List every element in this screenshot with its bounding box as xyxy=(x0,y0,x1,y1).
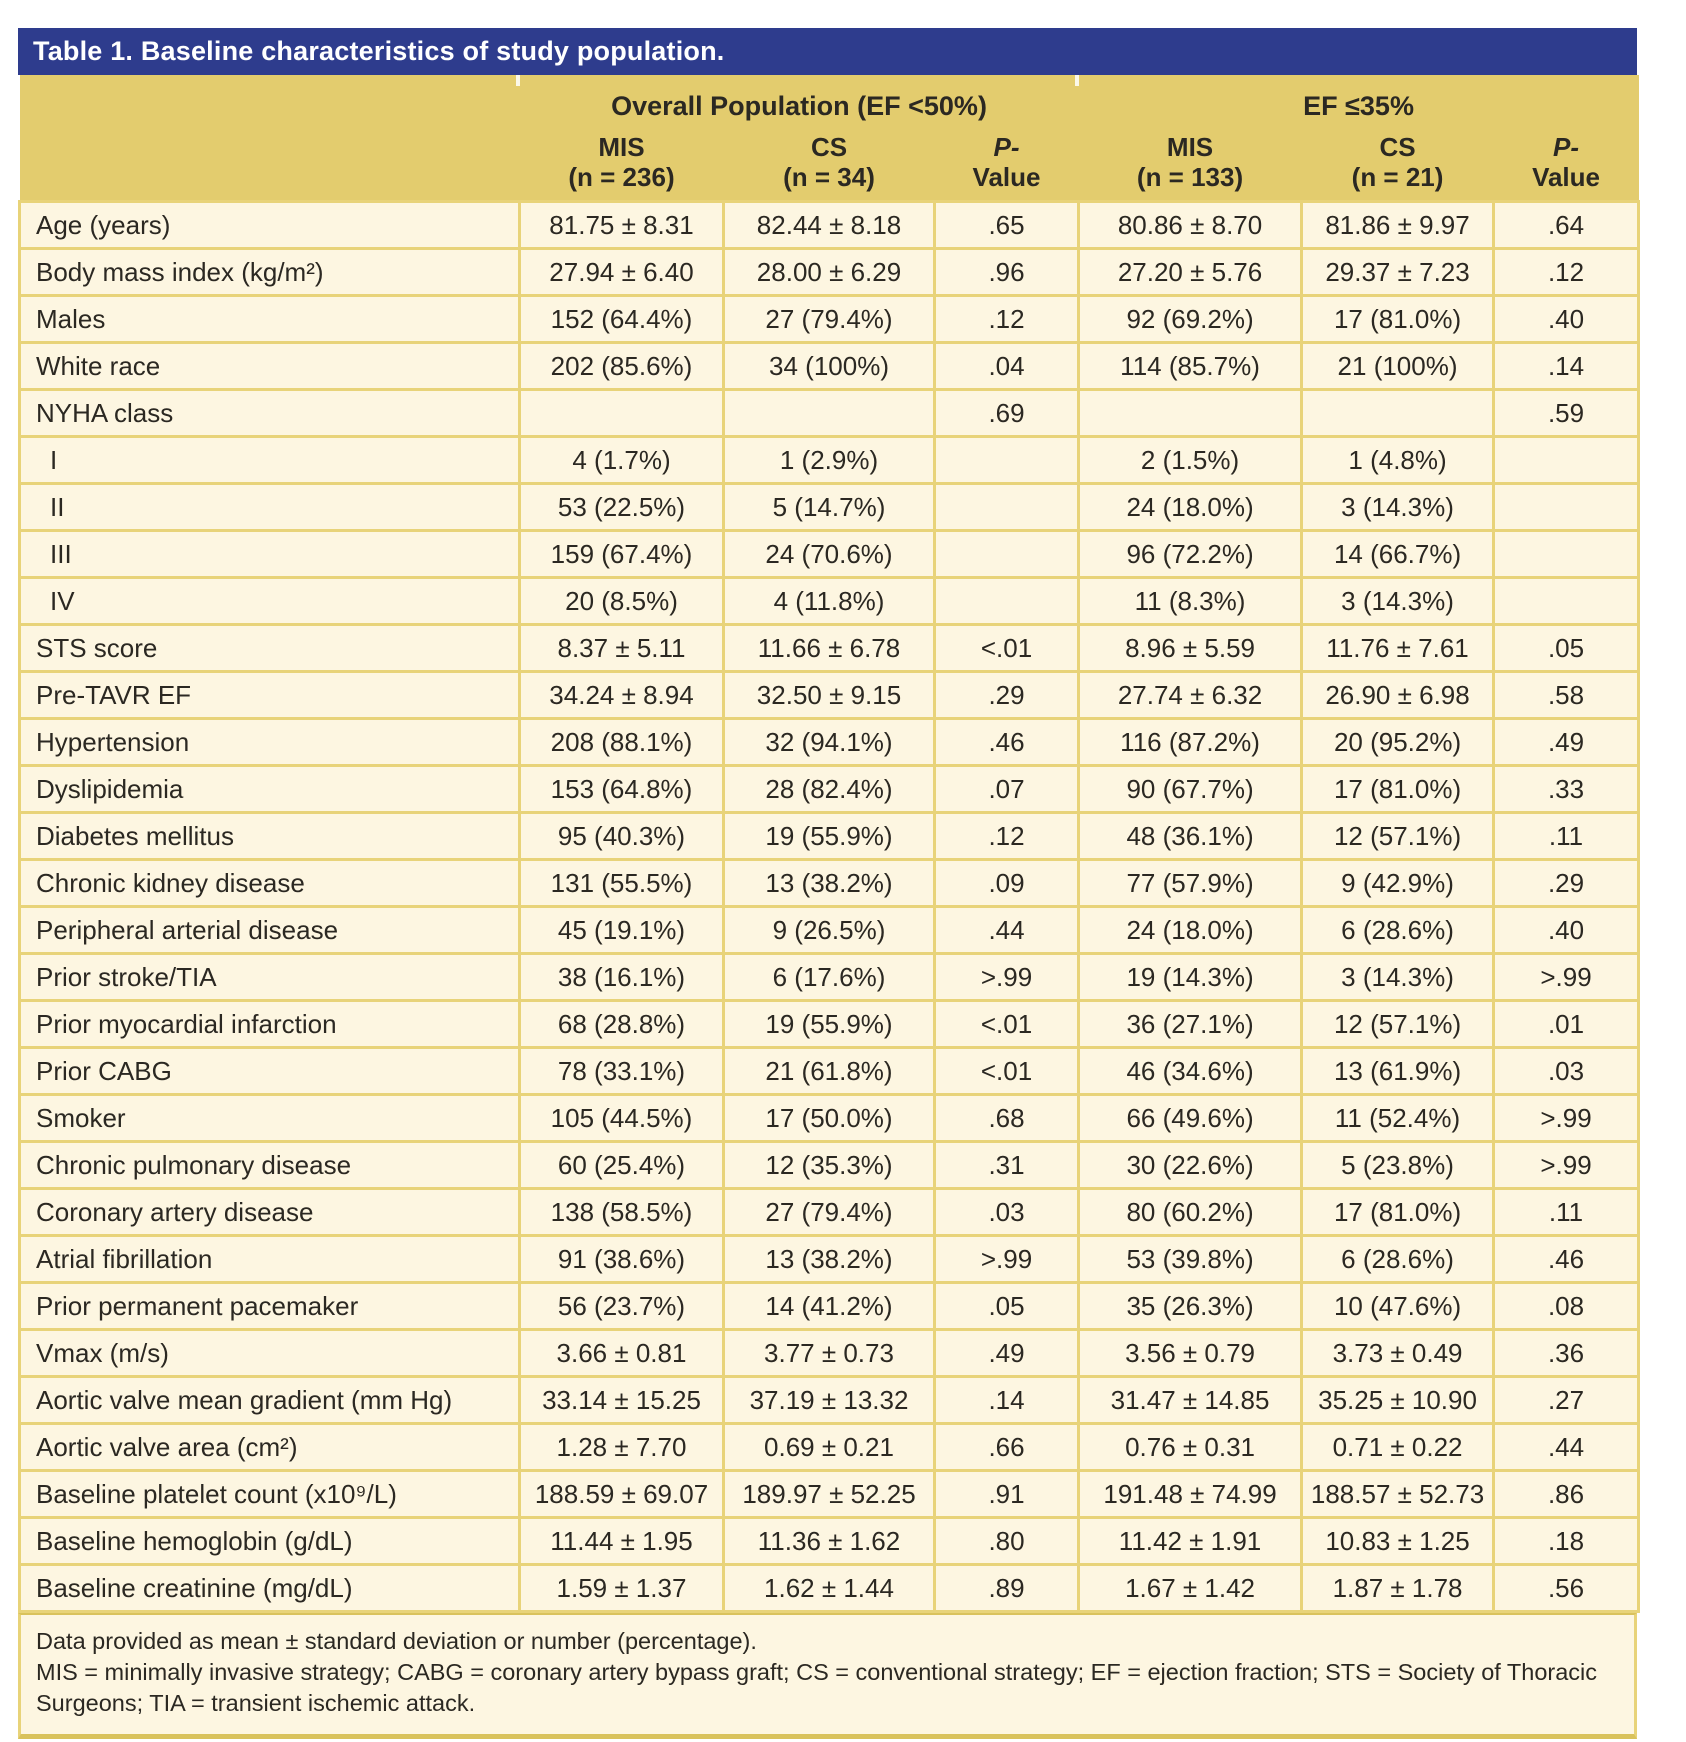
cell: 202 (85.6%) xyxy=(520,343,724,390)
cell: 2 (1.5%) xyxy=(1079,437,1302,484)
cell: 12 (57.1%) xyxy=(1302,813,1494,860)
cell: .58 xyxy=(1494,672,1639,719)
cell: 5 (14.7%) xyxy=(724,484,935,531)
row-label: STS score xyxy=(20,625,520,672)
row-label: Chronic kidney disease xyxy=(20,860,520,907)
cell: >.99 xyxy=(1494,1142,1639,1189)
cell: 36 (27.1%) xyxy=(1079,1001,1302,1048)
row-label: Prior stroke/TIA xyxy=(20,954,520,1001)
cell: 114 (85.7%) xyxy=(1079,343,1302,390)
cell: .27 xyxy=(1494,1377,1639,1424)
cell: 3.66 ± 0.81 xyxy=(520,1330,724,1377)
table-row xyxy=(20,390,1639,437)
cell: .29 xyxy=(1494,860,1639,907)
row-label: IV xyxy=(20,578,520,625)
cell: 24 (18.0%) xyxy=(1079,907,1302,954)
table-row xyxy=(20,202,1639,249)
cell: 27 (79.4%) xyxy=(724,296,935,343)
column-header-n: (n = 21) xyxy=(1351,162,1444,192)
column-divider-notch xyxy=(1075,75,1079,86)
table-title-bar xyxy=(18,28,1637,75)
cell: 27 (79.4%) xyxy=(724,1189,935,1236)
table-row xyxy=(20,1424,1639,1471)
row-label: Atrial fibrillation xyxy=(20,1236,520,1283)
column-header-label: Value xyxy=(972,162,1041,192)
cell: 3.77 ± 0.73 xyxy=(724,1330,935,1377)
footnote-line: MIS = minimally invasive strategy; CABG = coronary artery bypass graft; CS = conventional strategy; EF = ejection fraction; STS = Society of Thoracic Surgeons; TIA = transient ischemic attack. xyxy=(36,1659,1598,1716)
cell: .14 xyxy=(1494,343,1639,390)
column-header-label: P- xyxy=(993,132,1020,162)
cell: .29 xyxy=(935,672,1079,719)
table-row xyxy=(20,1377,1639,1424)
cell: 92 (69.2%) xyxy=(1079,296,1302,343)
cell: .11 xyxy=(1494,1189,1639,1236)
cell: <.01 xyxy=(935,1048,1079,1095)
cell: 81.86 ± 9.97 xyxy=(1302,202,1494,249)
cell: 19 (55.9%) xyxy=(724,1001,935,1048)
cell: 20 (95.2%) xyxy=(1302,719,1494,766)
row-label: NYHA class xyxy=(20,390,520,437)
cell: 77 (57.9%) xyxy=(1079,860,1302,907)
table-row xyxy=(20,1565,1639,1612)
cell: .64 xyxy=(1494,202,1639,249)
cell: .96 xyxy=(935,249,1079,296)
cell: .05 xyxy=(1494,625,1639,672)
cell: 9 (26.5%) xyxy=(724,907,935,954)
cell: .12 xyxy=(935,813,1079,860)
cell: 12 (57.1%) xyxy=(1302,1001,1494,1048)
cell: 30 (22.6%) xyxy=(1079,1142,1302,1189)
corner-cell xyxy=(20,131,520,202)
cell: 19 (14.3%) xyxy=(1079,954,1302,1001)
row-label: Hypertension xyxy=(20,719,520,766)
table-row xyxy=(20,672,1639,719)
cell: 1 (4.8%) xyxy=(1302,437,1494,484)
cell: .03 xyxy=(1494,1048,1639,1095)
cell: 21 (61.8%) xyxy=(724,1048,935,1095)
cell: 13 (38.2%) xyxy=(724,860,935,907)
column-header-label: CS xyxy=(810,132,848,162)
cell: 32.50 ± 9.15 xyxy=(724,672,935,719)
cell: 1 (2.9%) xyxy=(724,437,935,484)
row-label: II xyxy=(20,484,520,531)
cell: .49 xyxy=(1494,719,1639,766)
cell: 53 (39.8%) xyxy=(1079,1236,1302,1283)
cell: .59 xyxy=(1494,390,1639,437)
table-row xyxy=(20,813,1639,860)
table-row xyxy=(20,1283,1639,1330)
table-row xyxy=(20,1518,1639,1565)
table-row xyxy=(20,1330,1639,1377)
cell: .36 xyxy=(1494,1330,1639,1377)
cell: 38 (16.1%) xyxy=(520,954,724,1001)
row-label: Baseline hemoglobin (g/dL) xyxy=(20,1518,520,1565)
cell: .44 xyxy=(1494,1424,1639,1471)
cell: 6 (17.6%) xyxy=(724,954,935,1001)
cell: 31.47 ± 14.85 xyxy=(1079,1377,1302,1424)
row-label: I xyxy=(20,437,520,484)
cell: 34 (100%) xyxy=(724,343,935,390)
cell: 3 (14.3%) xyxy=(1302,954,1494,1001)
cell: 37.19 ± 13.32 xyxy=(724,1377,935,1424)
cell: 11.36 ± 1.62 xyxy=(724,1518,935,1565)
row-label: White race xyxy=(20,343,520,390)
cell: 189.97 ± 52.25 xyxy=(724,1471,935,1518)
cell: 138 (58.5%) xyxy=(520,1189,724,1236)
cell: 208 (88.1%) xyxy=(520,719,724,766)
cell: .69 xyxy=(935,390,1079,437)
cell: .31 xyxy=(935,1142,1079,1189)
cell: 13 (38.2%) xyxy=(724,1236,935,1283)
cell: 91 (38.6%) xyxy=(520,1236,724,1283)
cell: <.01 xyxy=(935,625,1079,672)
cell: .08 xyxy=(1494,1283,1639,1330)
baseline-characteristics-table-card xyxy=(18,28,1637,1739)
cell: 14 (41.2%) xyxy=(724,1283,935,1330)
cell: 9 (42.9%) xyxy=(1302,860,1494,907)
cell: .14 xyxy=(935,1377,1079,1424)
cell xyxy=(935,437,1079,484)
row-label: Dyslipidemia xyxy=(20,766,520,813)
cell: 46 (34.6%) xyxy=(1079,1048,1302,1095)
row-label: Baseline creatinine (mg/dL) xyxy=(20,1565,520,1612)
footnote-line: Data provided as mean ± standard deviation or number (percentage). xyxy=(36,1628,757,1654)
table-row xyxy=(20,860,1639,907)
cell: 13 (61.9%) xyxy=(1302,1048,1494,1095)
row-label: Males xyxy=(20,296,520,343)
cell: .33 xyxy=(1494,766,1639,813)
cell: 153 (64.8%) xyxy=(520,766,724,813)
table-row xyxy=(20,1236,1639,1283)
cell: 12 (35.3%) xyxy=(724,1142,935,1189)
cell: 4 (11.8%) xyxy=(724,578,935,625)
cell: 90 (67.7%) xyxy=(1079,766,1302,813)
row-label: Prior permanent pacemaker xyxy=(20,1283,520,1330)
row-label: Coronary artery disease xyxy=(20,1189,520,1236)
table-row xyxy=(20,907,1639,954)
cell: 116 (87.2%) xyxy=(1079,719,1302,766)
cell xyxy=(1494,484,1639,531)
cell: 45 (19.1%) xyxy=(520,907,724,954)
cell: 8.96 ± 5.59 xyxy=(1079,625,1302,672)
table-row xyxy=(20,437,1639,484)
cell xyxy=(724,390,935,437)
cell: 35 (26.3%) xyxy=(1079,1283,1302,1330)
cell: 17 (81.0%) xyxy=(1302,766,1494,813)
column-header-n: (n = 236) xyxy=(568,162,675,192)
table-header xyxy=(20,75,1639,202)
column-header-mis-ef35 xyxy=(1079,131,1302,202)
cell: 0.76 ± 0.31 xyxy=(1079,1424,1302,1471)
cell: 3.56 ± 0.79 xyxy=(1079,1330,1302,1377)
column-divider-notch xyxy=(516,75,520,86)
column-header-label: Value xyxy=(1532,162,1600,192)
column-header-label: P- xyxy=(1553,132,1580,162)
cell: .12 xyxy=(1494,249,1639,296)
cell: 8.37 ± 5.11 xyxy=(520,625,724,672)
cell: 131 (55.5%) xyxy=(520,860,724,907)
cell xyxy=(1079,390,1302,437)
cell: 11.44 ± 1.95 xyxy=(520,1518,724,1565)
cell: .65 xyxy=(935,202,1079,249)
table-row xyxy=(20,719,1639,766)
table-row xyxy=(20,1095,1639,1142)
cell: >.99 xyxy=(935,1236,1079,1283)
cell: .07 xyxy=(935,766,1079,813)
cell: 3.73 ± 0.49 xyxy=(1302,1330,1494,1377)
cell: 1.59 ± 1.37 xyxy=(520,1565,724,1612)
row-label: Body mass index (kg/m²) xyxy=(20,249,520,296)
cell: 68 (28.8%) xyxy=(520,1001,724,1048)
cell: 82.44 ± 8.18 xyxy=(724,202,935,249)
column-header-label: MIS xyxy=(1166,132,1214,162)
table-row xyxy=(20,1001,1639,1048)
cell: 26.90 ± 6.98 xyxy=(1302,672,1494,719)
table-row xyxy=(20,1142,1639,1189)
cell: 19 (55.9%) xyxy=(724,813,935,860)
cell: 35.25 ± 10.90 xyxy=(1302,1377,1494,1424)
cell: 1.87 ± 1.78 xyxy=(1302,1565,1494,1612)
column-header-n: (n = 133) xyxy=(1136,162,1244,192)
column-header-pvalue-overall xyxy=(935,131,1079,202)
cell: 95 (40.3%) xyxy=(520,813,724,860)
table-row xyxy=(20,578,1639,625)
cell: .11 xyxy=(1494,813,1639,860)
cell: 10 (47.6%) xyxy=(1302,1283,1494,1330)
row-label: Aortic valve area (cm²) xyxy=(20,1424,520,1471)
cell: 17 (81.0%) xyxy=(1302,1189,1494,1236)
cell: 32 (94.1%) xyxy=(724,719,935,766)
cell: 48 (36.1%) xyxy=(1079,813,1302,860)
table-row xyxy=(20,625,1639,672)
baseline-characteristics-table xyxy=(18,75,1640,1613)
cell: .05 xyxy=(935,1283,1079,1330)
cell: 10.83 ± 1.25 xyxy=(1302,1518,1494,1565)
row-label: Age (years) xyxy=(20,202,520,249)
cell: 33.14 ± 15.25 xyxy=(520,1377,724,1424)
table-row xyxy=(20,484,1639,531)
cell: 20 (8.5%) xyxy=(520,578,724,625)
cell: 78 (33.1%) xyxy=(520,1048,724,1095)
table-row xyxy=(20,296,1639,343)
cell: 188.59 ± 69.07 xyxy=(520,1471,724,1518)
cell: 3 (14.3%) xyxy=(1302,578,1494,625)
cell: >.99 xyxy=(935,954,1079,1001)
table-row xyxy=(20,1048,1639,1095)
cell: .56 xyxy=(1494,1565,1639,1612)
table-title: Table 1. Baseline characteristics of study population. xyxy=(33,36,725,66)
cell: 11.76 ± 7.61 xyxy=(1302,625,1494,672)
cell: 1.28 ± 7.70 xyxy=(520,1424,724,1471)
row-label: Prior CABG xyxy=(20,1048,520,1095)
column-group-row xyxy=(20,75,1639,131)
row-label: Aortic valve mean gradient (mm Hg) xyxy=(20,1377,520,1424)
cell: 0.69 ± 0.21 xyxy=(724,1424,935,1471)
cell: 66 (49.6%) xyxy=(1079,1095,1302,1142)
cell: 80 (60.2%) xyxy=(1079,1189,1302,1236)
cell: 191.48 ± 74.99 xyxy=(1079,1471,1302,1518)
column-header-pvalue-ef35 xyxy=(1494,131,1639,202)
cell xyxy=(1494,437,1639,484)
cell: 1.67 ± 1.42 xyxy=(1079,1565,1302,1612)
cell: 11 (52.4%) xyxy=(1302,1095,1494,1142)
cell: 17 (81.0%) xyxy=(1302,296,1494,343)
cell: 6 (28.6%) xyxy=(1302,1236,1494,1283)
cell: .12 xyxy=(935,296,1079,343)
column-header-n: (n = 34) xyxy=(783,162,875,192)
cell: >.99 xyxy=(1494,1095,1639,1142)
column-header-cs-overall xyxy=(724,131,935,202)
cell: 21 (100%) xyxy=(1302,343,1494,390)
cell: 80.86 ± 8.70 xyxy=(1079,202,1302,249)
row-label: Chronic pulmonary disease xyxy=(20,1142,520,1189)
corner-cell xyxy=(20,75,520,131)
cell: 0.71 ± 0.22 xyxy=(1302,1424,1494,1471)
cell: 28 (82.4%) xyxy=(724,766,935,813)
cell: .86 xyxy=(1494,1471,1639,1518)
cell: 5 (23.8%) xyxy=(1302,1142,1494,1189)
row-label: Smoker xyxy=(20,1095,520,1142)
cell: 56 (23.7%) xyxy=(520,1283,724,1330)
cell xyxy=(935,484,1079,531)
cell: .01 xyxy=(1494,1001,1639,1048)
cell: 11 (8.3%) xyxy=(1079,578,1302,625)
table-body xyxy=(20,202,1639,1612)
cell: .18 xyxy=(1494,1518,1639,1565)
cell: .40 xyxy=(1494,296,1639,343)
cell xyxy=(520,390,724,437)
cell xyxy=(1494,531,1639,578)
column-group-ef35: EF ≤35% xyxy=(1079,75,1639,131)
table-row xyxy=(20,1189,1639,1236)
row-label: III xyxy=(20,531,520,578)
cell xyxy=(1494,578,1639,625)
table-row xyxy=(20,343,1639,390)
cell: .04 xyxy=(935,343,1079,390)
row-label: Peripheral arterial disease xyxy=(20,907,520,954)
row-label: Vmax (m/s) xyxy=(20,1330,520,1377)
column-header-mis-overall xyxy=(520,131,724,202)
cell: 24 (70.6%) xyxy=(724,531,935,578)
cell: 159 (67.4%) xyxy=(520,531,724,578)
cell: 27.74 ± 6.32 xyxy=(1079,672,1302,719)
cell: 105 (44.5%) xyxy=(520,1095,724,1142)
table-row xyxy=(20,954,1639,1001)
cell: .44 xyxy=(935,907,1079,954)
column-header-row xyxy=(20,131,1639,202)
cell: 34.24 ± 8.94 xyxy=(520,672,724,719)
cell: 4 (1.7%) xyxy=(520,437,724,484)
cell: 60 (25.4%) xyxy=(520,1142,724,1189)
row-label: Pre-TAVR EF xyxy=(20,672,520,719)
cell: 1.62 ± 1.44 xyxy=(724,1565,935,1612)
column-header-label: CS xyxy=(1379,132,1416,162)
column-header-label: MIS xyxy=(598,132,645,162)
cell: .89 xyxy=(935,1565,1079,1612)
table-row xyxy=(20,1471,1639,1518)
cell: 152 (64.4%) xyxy=(520,296,724,343)
cell: <.01 xyxy=(935,1001,1079,1048)
cell: 11.42 ± 1.91 xyxy=(1079,1518,1302,1565)
table-row xyxy=(20,766,1639,813)
cell: .68 xyxy=(935,1095,1079,1142)
cell: 188.57 ± 52.73 xyxy=(1302,1471,1494,1518)
cell: .80 xyxy=(935,1518,1079,1565)
cell: 27.20 ± 5.76 xyxy=(1079,249,1302,296)
cell: .91 xyxy=(935,1471,1079,1518)
cell: 96 (72.2%) xyxy=(1079,531,1302,578)
cell: 6 (28.6%) xyxy=(1302,907,1494,954)
column-header-cs-ef35 xyxy=(1302,131,1494,202)
cell: 14 (66.7%) xyxy=(1302,531,1494,578)
cell: 81.75 ± 8.31 xyxy=(520,202,724,249)
row-label: Prior myocardial infarction xyxy=(20,1001,520,1048)
table-row xyxy=(20,249,1639,296)
cell: .46 xyxy=(935,719,1079,766)
cell: 3 (14.3%) xyxy=(1302,484,1494,531)
footnotes xyxy=(18,1613,1637,1739)
cell: 24 (18.0%) xyxy=(1079,484,1302,531)
cell xyxy=(935,578,1079,625)
cell: 53 (22.5%) xyxy=(520,484,724,531)
cell: 17 (50.0%) xyxy=(724,1095,935,1142)
cell xyxy=(935,531,1079,578)
cell: .46 xyxy=(1494,1236,1639,1283)
cell: >.99 xyxy=(1494,954,1639,1001)
row-label: Diabetes mellitus xyxy=(20,813,520,860)
table-row xyxy=(20,531,1639,578)
cell: 27.94 ± 6.40 xyxy=(520,249,724,296)
row-label: Baseline platelet count (x10⁹/L) xyxy=(20,1471,520,1518)
column-group-overall: Overall Population (EF <50%) xyxy=(520,75,1079,131)
cell: .03 xyxy=(935,1189,1079,1236)
cell: .49 xyxy=(935,1330,1079,1377)
cell: .66 xyxy=(935,1424,1079,1471)
cell: .40 xyxy=(1494,907,1639,954)
cell xyxy=(1302,390,1494,437)
cell: 11.66 ± 6.78 xyxy=(724,625,935,672)
cell: 28.00 ± 6.29 xyxy=(724,249,935,296)
cell: .09 xyxy=(935,860,1079,907)
cell: 29.37 ± 7.23 xyxy=(1302,249,1494,296)
